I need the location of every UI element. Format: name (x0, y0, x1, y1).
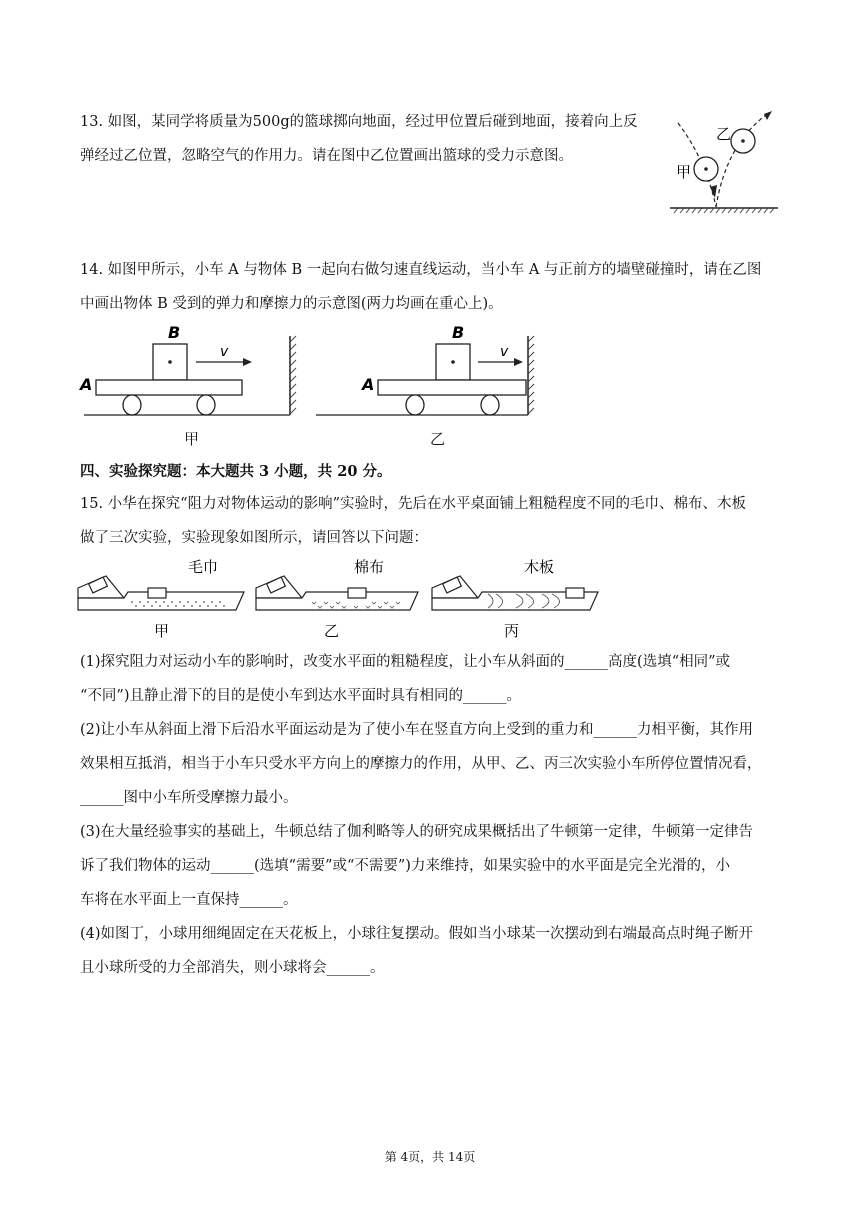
cart-a (96, 380, 242, 395)
q15-part2-line-1: (2)让小车从斜面上滑下后沿水平面运动是为了使小车在竖直方向上受到的重力和______力相平衡，其作用 (80, 722, 754, 738)
wall-hatch (528, 336, 534, 414)
wall-hatch (290, 336, 296, 414)
arrow-down-head (710, 185, 717, 198)
wheel-2 (481, 395, 499, 415)
cart-stopped (148, 588, 166, 598)
ball-jia-center (704, 167, 708, 171)
velocity-arrow-head (243, 358, 252, 366)
wheel-2 (197, 395, 215, 415)
q15-part3-line-2: 诉了我们物体的运动______(选填“需要”或“不需要”)力来维持，如果实验中的水平面是完全光滑的，小 (80, 858, 730, 874)
label-yi: 乙 (716, 125, 732, 143)
q15-part3-line-1: (3)在大量经验事实的基础上，牛顿总结了伽利略等人的研究成果概括出了牛顿第一定律，牛顿第一定律告 (80, 824, 754, 840)
caption-jia: 甲 (184, 430, 200, 448)
label-b: B (452, 323, 465, 342)
wheel-1 (123, 395, 141, 415)
q15-part1-line-1: (1)探究阻力对运动小车的影响时，改变水平面的粗糙程度，让小车从斜面的______高度(选填“相同”或 (80, 654, 731, 670)
surface-label-towel: 毛巾 (188, 558, 219, 576)
q15-line-2: 做了三次实验，实验现象如图所示，请回答以下问题： (80, 530, 428, 546)
velocity-arrow-head (514, 358, 523, 366)
caption-bing: 丙 (504, 622, 520, 640)
caption-jia: 甲 (154, 622, 170, 640)
block-b-center (451, 360, 455, 364)
block-b-center (168, 360, 172, 364)
cart-a (378, 380, 526, 395)
surface-label-wood: 木板 (524, 558, 555, 576)
page-footer: 第 4页，共 14页 (384, 1150, 476, 1164)
panel-cotton (256, 558, 418, 640)
q14-line-2: 中画出物体 B 受到的弹力和摩擦力的示意图(两力均画在重心上)。 (80, 296, 503, 312)
label-v: v (500, 344, 509, 360)
surface-label-cotton: 棉布 (354, 558, 385, 576)
q15-part4-line-1: (4)如图丁，小球用细绳固定在天花板上，小球往复摆动。假如当小球某一次摆动到右端最高点时绳子断开 (80, 926, 754, 942)
q15-part4-line-2: 且小球所受的力全部消失，则小球将会______。 (80, 960, 385, 976)
ball-yi-center (741, 139, 745, 143)
label-a: A (362, 375, 375, 394)
arrow-up-head (764, 111, 772, 120)
label-jia: 甲 (676, 163, 692, 181)
q14-line-1: 14. 如图甲所示，小车 A 与物体 B 一起向右做匀速直线运动，当小车 A 与正前方的墙壁碰撞时，请在乙图 (80, 262, 762, 278)
panel-towel (78, 558, 244, 640)
panel-wood (432, 558, 598, 640)
cart-stopped (566, 588, 584, 598)
label-v: v (220, 344, 229, 360)
q14-figure-yi (314, 318, 554, 418)
q13-line-2: 弹经过乙位置，忽略空气的作用力。请在图中乙位置画出篮球的受力示意图。 (80, 148, 573, 164)
q15-part2-line-3: ______图中小车所受摩擦力最小。 (80, 790, 298, 806)
q15-part1-line-2: “不同”)且静止滑下的目的是使小车到达水平面时具有相同的______。 (80, 688, 521, 704)
cart-stopped (348, 588, 366, 598)
q15-line-1: 15. 小华在探究“阻力对物体运动的影响”实验时，先后在水平桌面铺上粗糙程度不同的毛巾、棉布、木板 (80, 496, 746, 512)
q14-figure-jia (78, 318, 308, 418)
label-b: B (168, 323, 181, 342)
q15-part2-line-2: 效果相互抵消，相当于小车只受水平方向上的摩擦力的作用，从甲、乙、丙三次实验小车所停位置情况看， (80, 756, 762, 772)
label-a: A (80, 375, 93, 394)
wheel-1 (406, 395, 424, 415)
q13-line-1: 13. 如图，某同学将质量为500g的篮球掷向地面，经过甲位置后碰到地面，接着向上反 (80, 114, 638, 130)
section-heading: 四、实验探究题：本大题共 3 小题，共 20 分。 (80, 463, 392, 480)
q13-figure (668, 105, 788, 215)
caption-yi: 乙 (324, 622, 340, 640)
q15-figure (76, 558, 606, 643)
caption-yi: 乙 (430, 430, 446, 448)
q15-part3-line-3: 车将在水平面上一直保持______。 (80, 892, 298, 908)
